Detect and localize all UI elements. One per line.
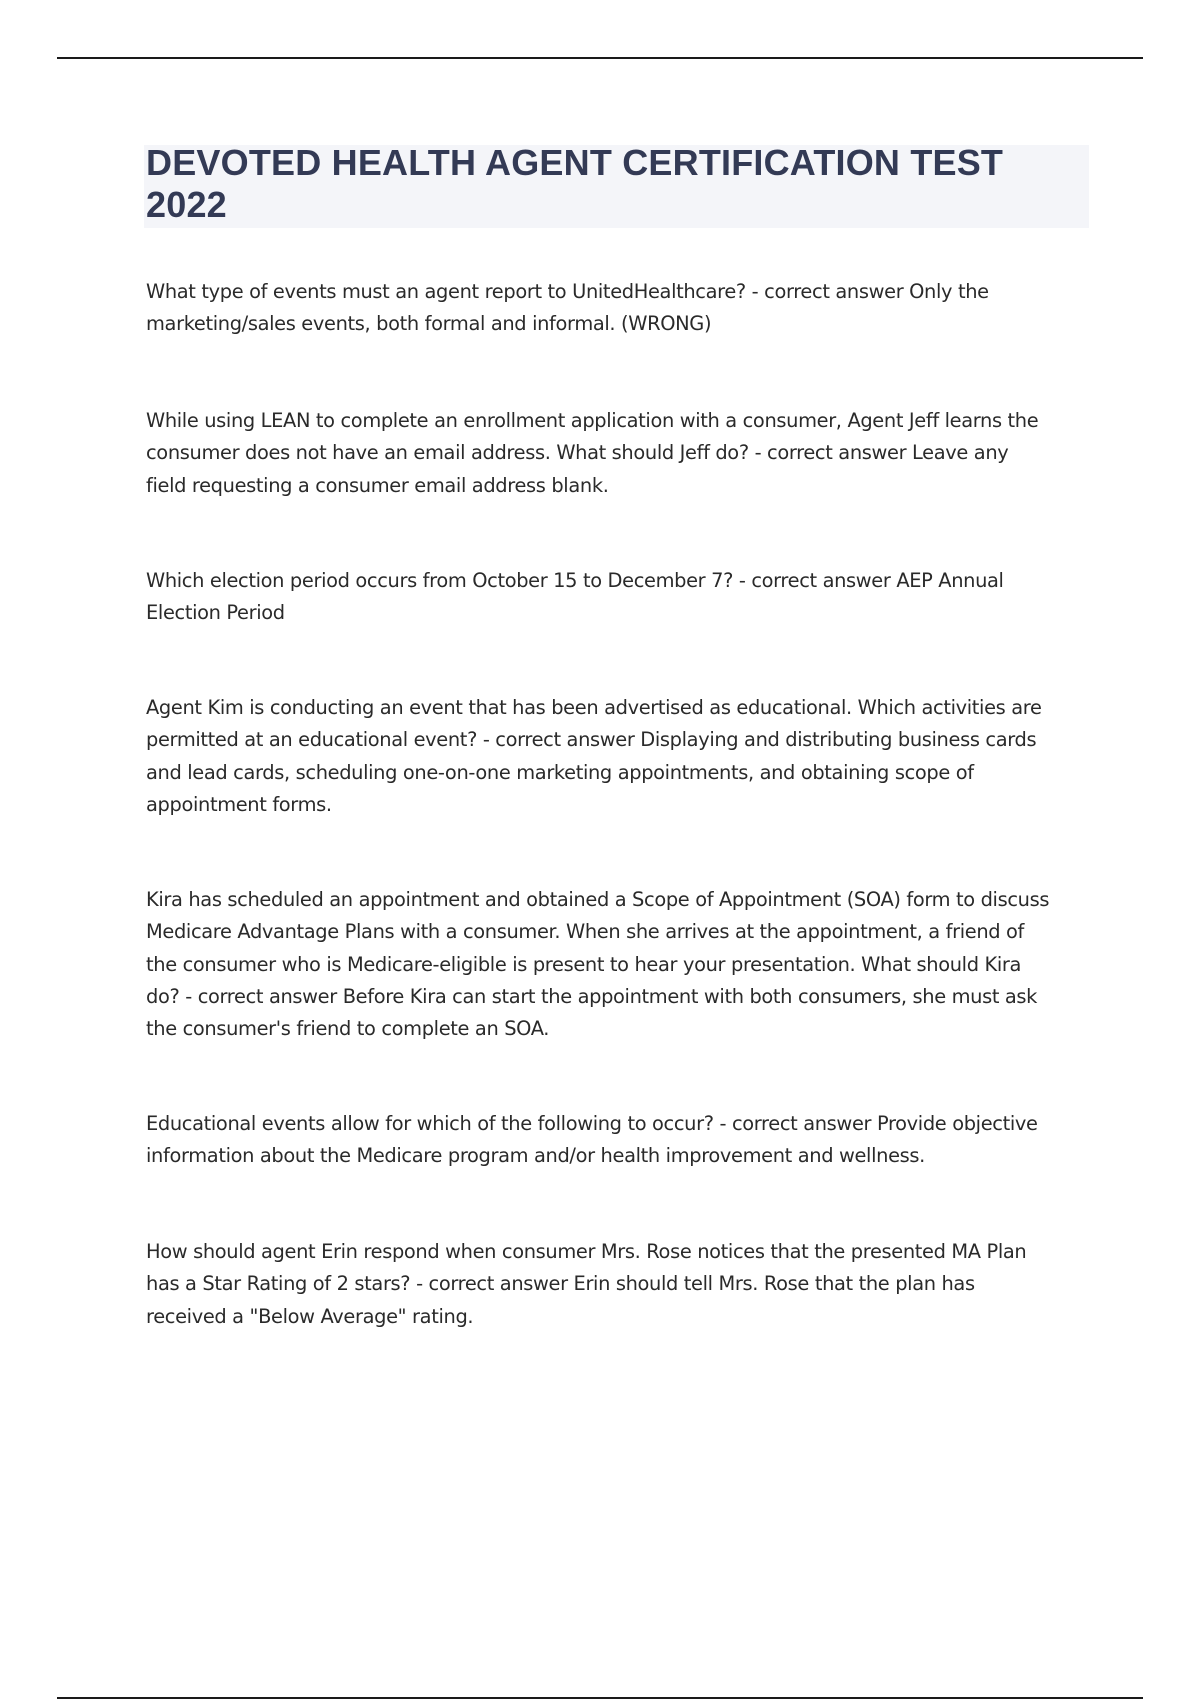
qa-entry-7: How should agent Erin respond when consumer Mrs. Rose notices that the presented MA Plan has a Star Rating of 2 stars? - correct answer Erin should tell Mrs. Rose that the plan has received a "Below Average" rating. [146, 1240, 1027, 1328]
qa-entry-2: While using LEAN to complete an enrollment application with a consumer, Agent Jeff learns the consumer does not have an email address. What should Jeff do? - correct answer Leave any field requesting a consumer email address blank. [146, 409, 1039, 497]
qa-entry-5: Kira has scheduled an appointment and obtained a Scope of Appointment (SOA) form to discuss Medicare Advantage Plans with a consumer. When she arrives at the appointment, a friend of the consumer who is Medicare-eligible is present to hear your presentation. What should Kira do? - correct answer Before Kira can start the appointment with both consumers, she must ask the consumer's friend to complete an SOA. [146, 888, 1050, 1041]
top-rule [57, 57, 1143, 59]
qa-entry-3: Which election period occurs from October 15 to December 7? - correct answer AEP Annual Election Period [146, 569, 1004, 625]
qa-entry-4: Agent Kim is conducting an event that has been advertised as educational. Which activities are permitted at an educational event? - correct answer Displaying and distributing business cards and lead cards, scheduling one-on-one marketing appointments, and obtaining scope of appointment forms. [146, 696, 1042, 816]
qa-entry-6: Educational events allow for which of the following to occur? - correct answer Provide objective information about the Medicare program and/or health improvement and wellness. [146, 1112, 1038, 1168]
qa-entry-1: What type of events must an agent report to UnitedHealthcare? - correct answer Only the marketing/sales events, both formal and informal. (WRONG) [146, 280, 989, 336]
bottom-rule [57, 1697, 1143, 1699]
page-title: DEVOTED HEALTH AGENT CERTIFICATION TEST 2022 [146, 142, 1004, 225]
